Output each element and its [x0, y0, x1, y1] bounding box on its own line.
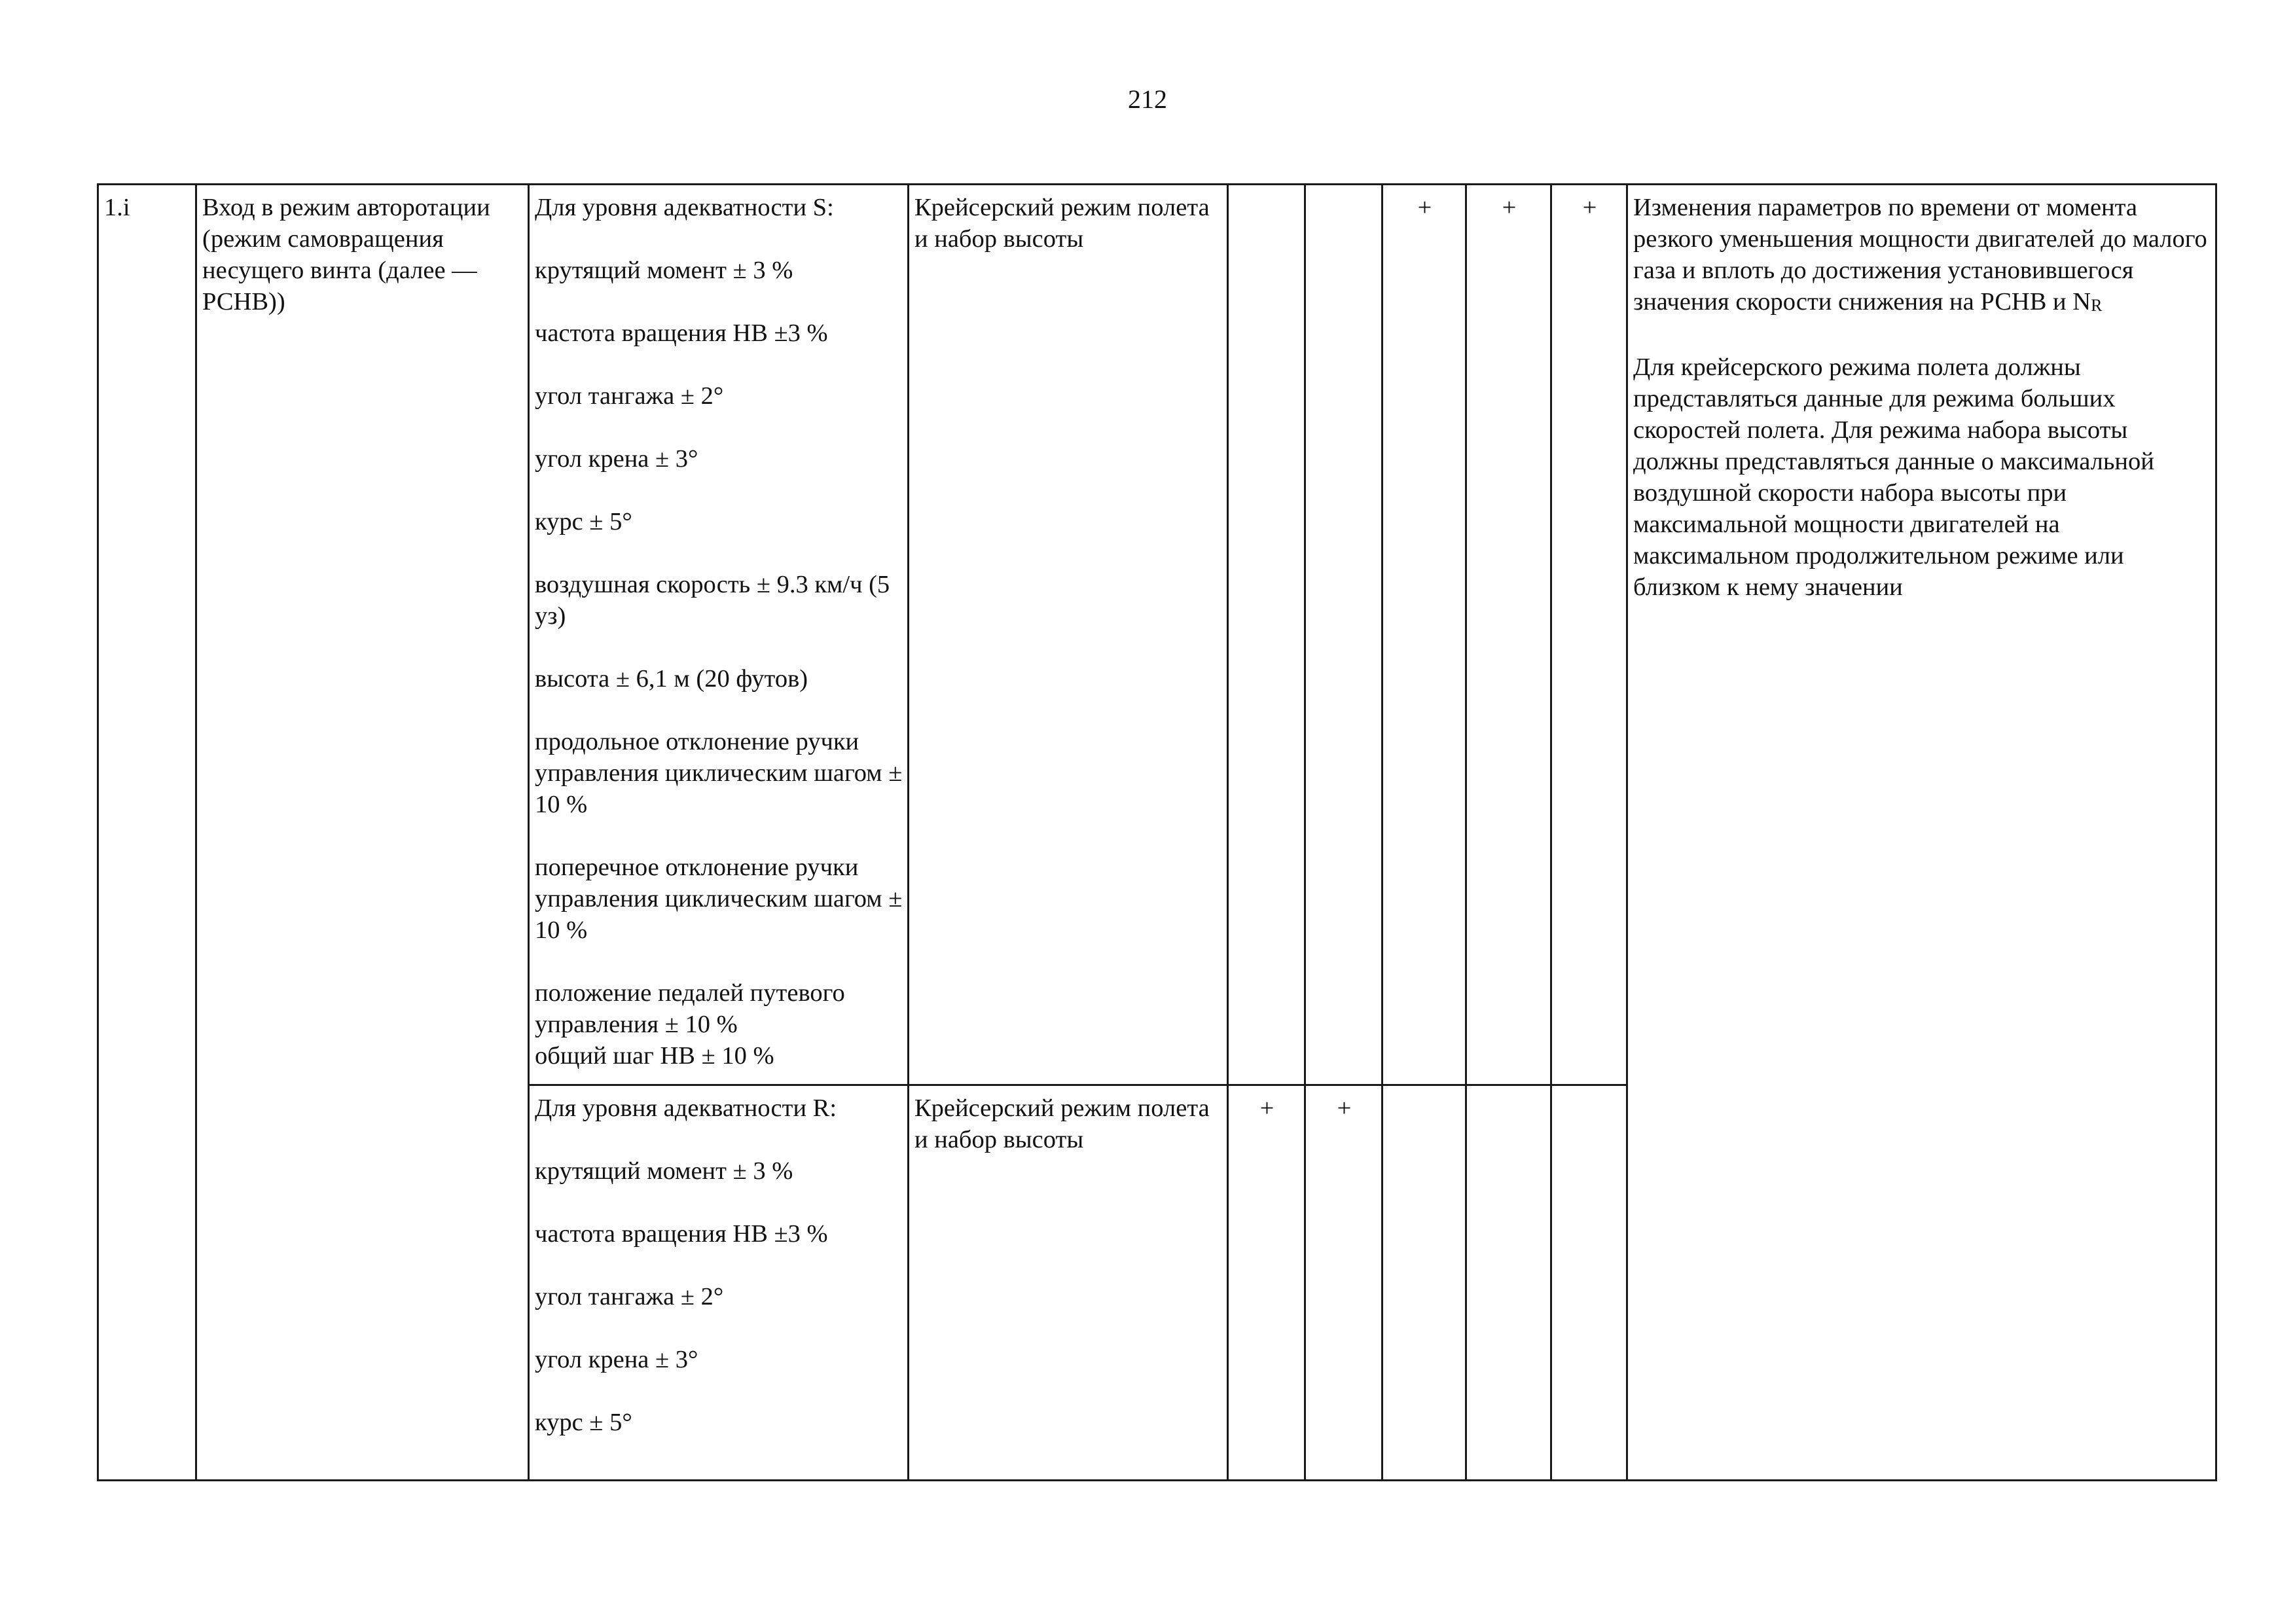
criteria-item: общий шаг НВ ± 10 % — [535, 1042, 774, 1070]
criteria-item: угол тангажа ± 2° — [535, 1283, 724, 1310]
criteria-item: воздушная скорость ± 9.3 км/ч (5 уз) — [535, 571, 890, 630]
criteria-item: высота ± 6,1 м (20 футов) — [535, 665, 808, 693]
level-mark-cell: + — [1228, 1085, 1305, 1481]
level-mark-cell: + — [1551, 185, 1627, 1085]
level-mark-cell — [1466, 1085, 1551, 1481]
criteria-item: угол крена ± 3° — [535, 1346, 698, 1373]
requirements-table — [97, 183, 2217, 1481]
criteria-heading: Для уровня адекватности R: — [535, 1094, 837, 1122]
criteria-item: угол крена ± 3° — [535, 445, 698, 473]
notes-paragraph: Изменения параметров по времени от момента резкого уменьшения мощности двигателей до малого газа и вплоть до достижения установившегося значения скорости снижения на РСНВ и $N_R$ — [1633, 194, 2207, 316]
criteria-item: крутящий момент ± 3 % — [535, 257, 793, 284]
criteria-heading: Для уровня адекватности S: — [535, 194, 834, 221]
flight-condition-cell — [909, 185, 1228, 1085]
criteria-item: крутящий момент ± 3 % — [535, 1157, 793, 1185]
level-mark-cell — [1382, 1085, 1466, 1481]
criteria-cell-s — [529, 185, 909, 1085]
page-number: 212 — [1128, 84, 1167, 114]
level-mark-cell: + — [1466, 185, 1551, 1085]
flight-condition-cell — [909, 1085, 1228, 1481]
notes-cell — [1627, 185, 2216, 1481]
test-name: Вход в режим авторотации (режим самовращения несущего винта (далее — РСНВ)) — [202, 194, 490, 316]
criteria-cell-r — [529, 1085, 909, 1481]
criteria-item: положение педалей путевого управления ± 10 % — [535, 979, 845, 1038]
notes-paragraph: Для крейсерского режима полета должны представляться данные для режима больших скоростей полета. Для режима набора высоты должны представляться данные о максимальной воздушной скорости набора высоты при максимальной мощности двигателей на максимальном продолжительном режиме или близком к нему значении — [1633, 353, 2154, 601]
criteria-item: курс ± 5° — [535, 508, 632, 535]
criteria-item: поперечное отклонение ручки управления циклическим шагом ± 10 % — [535, 854, 903, 944]
subscript: R — [2091, 296, 2103, 315]
flight-condition: Крейсерский режим полета и набор высоты — [914, 1094, 1210, 1153]
test-name-cell — [196, 185, 529, 1481]
criteria-item: угол тангажа ± 2° — [535, 382, 724, 410]
criteria-item: продольное отклонение ручки управления циклическим шагом ± 10 % — [535, 728, 903, 818]
test-id: 1.i — [104, 194, 130, 221]
level-mark-cell — [1305, 185, 1382, 1085]
level-mark-cell — [1228, 185, 1305, 1085]
flight-condition: Крейсерский режим полета и набор высоты — [914, 194, 1210, 253]
test-id-cell — [98, 185, 196, 1481]
criteria-item: курс ± 5° — [535, 1409, 632, 1436]
level-mark-cell: + — [1382, 185, 1466, 1085]
level-mark-cell: + — [1305, 1085, 1382, 1481]
table-row — [98, 185, 2216, 1085]
criteria-item: частота вращения НВ ±3 % — [535, 319, 828, 347]
criteria-item: частота вращения НВ ±3 % — [535, 1220, 828, 1248]
level-mark-cell — [1551, 1085, 1627, 1481]
